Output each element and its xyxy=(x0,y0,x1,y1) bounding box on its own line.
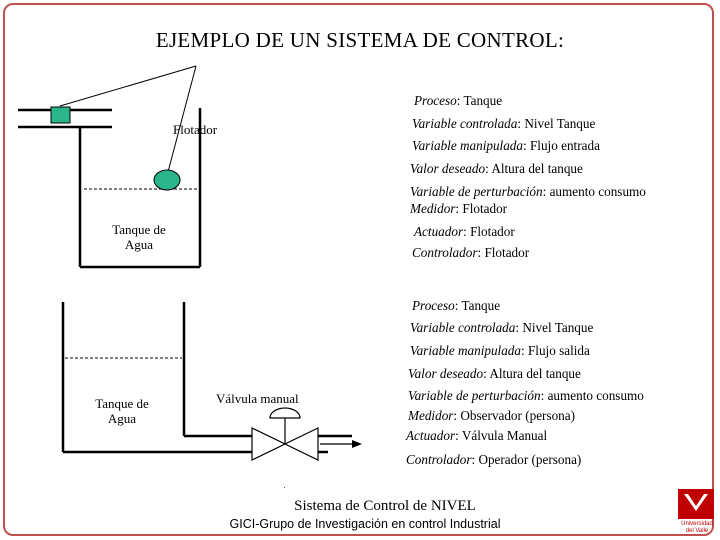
d2-actuador: Actuador: Válvula Manual xyxy=(406,428,548,443)
stray-mark: · xyxy=(283,483,286,492)
float-ball xyxy=(154,170,180,190)
logo-text xyxy=(674,521,720,535)
logo-text-line1: Universidad xyxy=(681,521,713,527)
d1-actuador: Actuador: Flotador xyxy=(414,224,515,239)
d2-variable-manipulada: Variable manipulada: Flujo salida xyxy=(410,343,590,358)
manual-valve-label: Válvula manual xyxy=(216,391,299,406)
inlet-valve-block xyxy=(51,107,70,123)
manual-valve-handwheel xyxy=(270,408,300,418)
d2-proceso: Proceso: Tanque xyxy=(412,298,501,313)
tank1-label-line1: Tanque de xyxy=(112,222,166,237)
footer-title: Sistema de Control de NIVEL xyxy=(294,498,476,514)
d1-variable-manipulada: Variable manipulada: Flujo entrada xyxy=(412,138,600,153)
d2-variable-controlada: Variable controlada: Nivel Tanque xyxy=(410,320,594,335)
footer-subtitle: GICI-Grupo de Investigación en control Industrial xyxy=(229,517,501,531)
logo-text-line2: del Valle xyxy=(685,528,709,534)
d2-controlador: Controlador: Operador (persona) xyxy=(406,452,582,467)
d1-valor-deseado: Valor deseado: Altura del tanque xyxy=(410,161,583,176)
float-lever-arm xyxy=(60,66,196,106)
tank2-label-line2: Agua xyxy=(107,411,137,426)
outflow-arrow-head xyxy=(352,440,362,448)
float-rod xyxy=(168,66,196,172)
d2-valor-deseado: Valor deseado: Altura del tanque xyxy=(408,366,581,381)
d1-variable-perturbacion: Variable de perturbación: aumento consumo xyxy=(410,184,646,199)
d2-variable-perturbacion: Variable de perturbación: aumento consumo xyxy=(408,388,644,403)
d1-proceso: Proceso: Tanque xyxy=(414,93,503,108)
slide-title: EJEMPLO DE UN SISTEMA DE CONTROL: xyxy=(155,28,565,52)
tank2-label xyxy=(86,396,158,426)
d2-medidor: Medidor: Observador (persona) xyxy=(408,408,576,423)
manual-valve-left xyxy=(252,428,285,460)
tank2-label-line1: Tanque de xyxy=(95,396,149,411)
tank1-label xyxy=(106,222,172,252)
d1-variable-controlada: Variable controlada: Nivel Tanque xyxy=(412,116,596,131)
manual-valve-right xyxy=(285,428,318,460)
float-label: Flotador xyxy=(173,122,218,137)
d1-medidor: Medidor: Flotador xyxy=(410,201,508,216)
tank1-label-line2: Agua xyxy=(124,237,154,252)
d1-controlador: Controlador: Flotador xyxy=(412,245,530,260)
diagram2-drawing xyxy=(63,302,352,452)
